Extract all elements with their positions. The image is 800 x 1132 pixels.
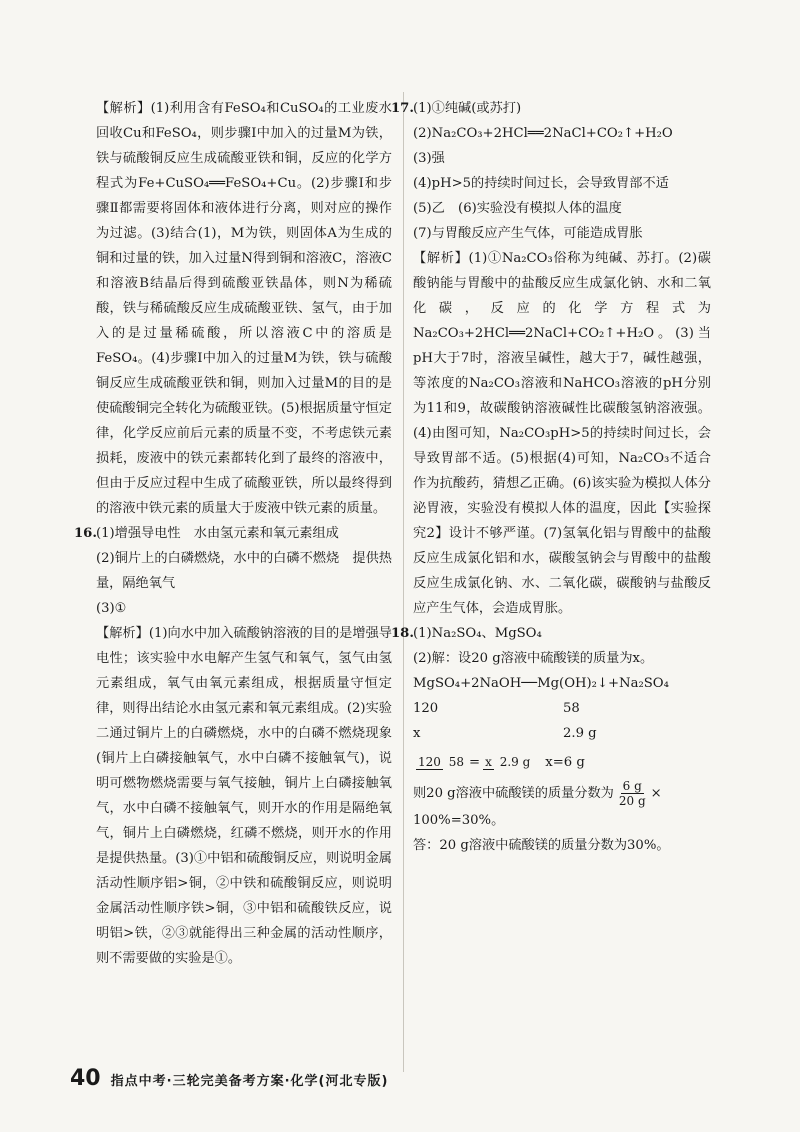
answer-16-2: (2)铜片上的白磷燃烧，水中的白磷不燃烧 提供热量，隔绝氧气	[96, 551, 392, 591]
answer-17-2: (2)Na₂CO₃+2HCl══2NaCl+CO₂↑+H₂O	[413, 126, 673, 141]
mass-x: x	[413, 726, 421, 741]
page-number: 40	[70, 1066, 101, 1091]
proportion-row	[413, 750, 711, 775]
percent-result: 100%=30%。	[413, 813, 505, 828]
question-18	[391, 621, 711, 671]
fraction-1	[416, 755, 466, 770]
analysis-16: 【解析】(1)向水中加入硫酸钠溶液的目的是增强导电性；该实验中水电解产生氢气和氧气，氢气由氢元素组成，氧气由氧元素组成，根据质量守恒定律，则得出结论水由氢元素和氧元素组成。(2)实验二通过铜片上的白磷燃烧，水中的白磷不燃烧现象(铜片上白磷接触氧气，水中白磷不接触氧气)，说明可燃物燃烧需要与氧气接触，铜片上白磷接触氧气，水中白磷不接触氧气，则开水的作用是隔绝氧气，铜片上白磷燃烧，红磷不燃烧，则开水的作用是提供热量。(3)①中铝和硫酸铜反应，则说明金属活动性顺序铝>铜，②中铁和硫酸铜反应，则说明金属活动性顺序铁>铜，③中铝和硫酸铁反应，说明铝>铁，②③就能得出三种金属的活动性顺序，则不需要做的实验是①。	[96, 626, 392, 966]
page-footer	[70, 1066, 388, 1091]
percent-text: 则20 g溶液中硫酸镁的质量分数为	[413, 786, 614, 801]
answer-17-4: (4)pH>5的持续时间过长，会导致胃部不适	[413, 176, 669, 191]
chemical-equation: MgSO₄+2NaOH──Mg(OH)₂↓+Na₂SO₄	[413, 676, 669, 691]
solved-x: x=6 g	[545, 755, 585, 770]
percent-line	[413, 779, 711, 808]
mass-mgso4: 120	[413, 701, 439, 716]
actual-mass-row	[413, 721, 711, 746]
fraction-3-denominator: 20 g	[618, 794, 646, 808]
answer-17-1: (1)①纯碱(或苏打)	[413, 101, 522, 116]
fraction-1-numerator: 120	[418, 755, 441, 769]
answer-17-5: (5)乙 (6)实验没有模拟人体的温度	[413, 201, 622, 216]
right-column	[391, 96, 711, 858]
question-number: 18.	[391, 626, 414, 641]
answer-18-1: (1)Na₂SO₄、MgSO₄	[413, 626, 542, 641]
question-number: 16.	[74, 526, 97, 541]
answer-16-3: (3)①	[96, 601, 127, 616]
answer-17-3: (3)强	[413, 151, 445, 166]
question-number: 17.	[391, 101, 414, 116]
equals-sign: =	[469, 755, 481, 770]
fraction-2-denominator: 2.9 g	[499, 755, 531, 769]
mass-mgoh2: 58	[563, 701, 580, 716]
analysis-17: 【解析】(1)①Na₂CO₃俗称为纯碱、苏打。(2)碳酸钠能与胃酸中的盐酸反应生成氯化钠、水和二氧化碳，反应的化学方程式为Na₂CO₃+2HCl══2NaCl+CO₂↑+H₂O。(3)当pH大于7时，溶液呈碱性，越大于7，碱性越强，等浓度的Na₂CO₃溶液和NaHCO₃溶液的pH分别为11和9，故碳酸钠溶液碱性比碳酸氢钠溶液强。(4)由图可知，Na₂CO₃pH>5的持续时间过长，会导致胃部不适。(5)根据(4)可知，Na₂CO₃不适合作为抗酸药，猜想乙正确。(6)该实验为模拟人体分泌胃液，实验没有模拟人体的温度，因此【实验探究2】设计不够严谨。(7)氢氧化铝与胃酸中的盐酸反应生成氯化铝和水，碳酸氢钠会与胃酸中的盐酸反应生成氯化钠、水、二氧化碳，碳酸钠与盐酸反应产生气体，会造成胃胀。	[413, 251, 711, 616]
fraction-2	[483, 755, 532, 770]
analysis-15: 【解析】(1)利用含有FeSO₄和CuSO₄的工业废水回收Cu和FeSO₄，则步骤Ⅰ中加入的过量M为铁，铁与硫酸铜反应生成硫酸亚铁和铜，反应的化学方程式为Fe+CuSO₄══FeSO₄+Cu。(2)步骤Ⅰ和步骤Ⅱ都需要将固体和液体进行分离，则对应的操作为过滤。(3)结合(1)，M为铁，则固体A为生成的铜和过量的铁，加入过量N得到铜和溶液C，溶液C和溶液B结晶后得到硫酸亚铁晶体，则N为稀硫酸，铁与稀硫酸反应生成硫酸亚铁、氢气，由于加入的是过量稀硫酸，所以溶液C中的溶质是FeSO₄。(4)步骤Ⅰ中加入的过量M为铁，铁与硫酸铜反应生成硫酸亚铁和铜，则加入过量M的目的是使硫酸铜完全转化为硫酸亚铁。(5)根据质量守恒定律，化学反应前后元素的质量不变，不考虑铁元素损耗，废液中的铁元素都转化到了最终的溶液中，但由于反应过程中生成了硫酸亚铁，所以最终得到的溶液中铁元素的质量大于废液中铁元素的质量。	[96, 101, 392, 516]
answer-17-7: (7)与胃酸反应产生气体，可能造成胃胀	[413, 226, 643, 241]
mass-precipitate: 2.9 g	[563, 726, 597, 741]
answer-18-2: (2)解：设20 g溶液中硫酸镁的质量为x。	[413, 651, 654, 666]
left-column	[74, 96, 392, 971]
molar-mass-row	[413, 696, 711, 721]
question-17	[391, 96, 711, 246]
question-16	[74, 521, 392, 621]
fraction-3	[617, 779, 648, 808]
fraction-2-numerator: x	[485, 755, 492, 769]
times-sign: ×	[650, 786, 662, 801]
fraction-3-numerator: 6 g	[622, 779, 642, 793]
fraction-1-denominator: 58	[448, 755, 465, 769]
final-answer: 答：20 g溶液中硫酸镁的质量分数为30%。	[413, 838, 670, 853]
answer-16-1: (1)增强导电性 水由氢元素和氧元素组成	[96, 526, 339, 541]
book-title: 指点中考·三轮完美备考方案·化学(河北专版)	[110, 1074, 389, 1089]
